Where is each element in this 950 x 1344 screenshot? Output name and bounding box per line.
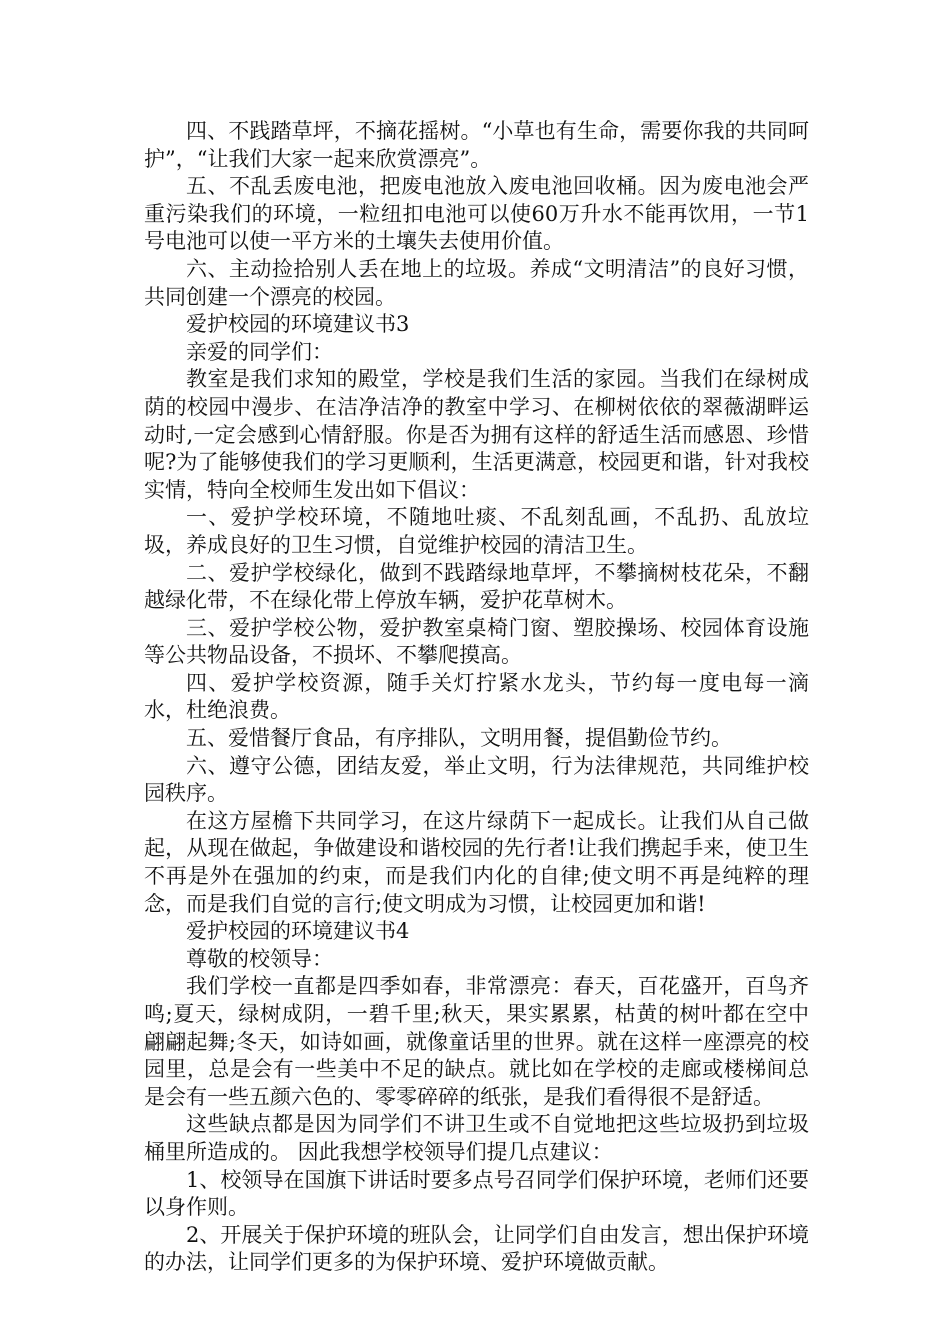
paragraph-intro-4: 我们学校一直都是四季如春，非常漂亮：春天，百花盛开，百鸟齐鸣;夏天，绿树成阴，一碧千里;秋天，果实累累，枯黄的树叶都在空中翩翩起舞;冬天，如诗如画，就像童话里的世界。就在这样一座漂亮的校园里，总是会有一些美中不足的缺点。就比如在学校的走廊或楼梯间总是会有一些五颜六色的、零零碎碎的纸张，是我们看得很不是舒适。	[144, 974, 809, 1109]
paragraph-tip-4-lawn: 四、不践踏草坪，不摘花摇树。“小草也有生命，需要你我的共同呵护”，“让我们大家一起来欣赏漂亮”。	[144, 119, 809, 171]
paragraph-item-3: 三、爱护学校公物，爱护教室桌椅门窗、塑胶操场、校园体育设施等公共物品设备，不损坏、不攀爬摸高。	[144, 615, 809, 668]
paragraph-item-4: 四、爱护学校资源，随手关灯拧紧水龙头，节约每一度电每一滴水，杜绝浪费。	[144, 670, 809, 723]
paragraph-intro-3: 教室是我们求知的殿堂，学校是我们生活的家园。当我们在绿树成荫的校园中漫步、在洁净洁净的教室中学习、在柳树依依的翠薇湖畔运动时,一定会感到心情舒服。你是否为拥有这样的舒适生活而感恩、珍惜呢?为了能够使我们的学习更顺利，生活更满意，校园更和谐，针对我校实情，特向全校师生发出如下倡议：	[144, 367, 809, 502]
paragraph-item-2: 二、爱护学校绿化，做到不践踏绿地草坪，不攀摘树枝花朵，不翻越绿化带，不在绿化带上停放车辆，爱护花草树木。	[144, 560, 809, 613]
paragraph-closing-3: 在这方屋檐下共同学习，在这片绿荫下一起成长。让我们从自己做起，从现在做起，争做建设和谐校园的先行者!让我们携起手来，使卫生不再是外在强加的约束，而是我们内化的自律;使文明不再是纯粹的理念，而是我们自觉的言行;使文明成为习惯，让校园更加和谐!	[144, 808, 809, 916]
paragraph-suggestion-1: 1、校领导在国旗下讲话时要多点号召同学们保护环境，老师们还要以身作则。	[144, 1167, 809, 1220]
salutation-3: 亲爱的同学们：	[186, 339, 333, 364]
salutation-4: 尊敬的校领导：	[186, 946, 333, 971]
section-title-3: 爱护校园的环境建议书3	[186, 312, 410, 337]
section-title-4: 爱护校园的环境建议书4	[186, 919, 410, 944]
paragraph-item-5: 五、爱惜餐厅食品，有序排队，文明用餐，提倡勤俭节约。	[186, 726, 732, 751]
paragraph-cause-4: 这些缺点都是因为同学们不讲卫生或不自觉地把这些垃圾扔到垃圾桶里所造成的。 因此我想学校领导们提几点建议：	[144, 1112, 809, 1164]
paragraph-tip-6-litter: 六、主动捡拾别人丢在地上的垃圾。养成“文明清洁”的良好习惯，共同创建一个漂亮的校园。	[144, 256, 809, 309]
paragraph-item-6: 六、遵守公德，团结友爱，举止文明，行为法律规范，共同维护校园秩序。	[144, 753, 809, 806]
document-body	[144, 118, 809, 1277]
paragraph-suggestion-2: 2、开展关于保护环境的班队会，让同学们自由发言，想出保护环境的办法，让同学们更多的为保护环境、爱护环境做贡献。	[144, 1222, 809, 1275]
paragraph-item-1: 一、爱护学校环境，不随地吐痰、不乱刻乱画，不乱扔、乱放垃圾，养成良好的卫生习惯，自觉维护校园的清洁卫生。	[144, 505, 809, 557]
paragraph-tip-5-batteries: 五、不乱丢废电池，把废电池放入废电池回收桶。因为废电池会严重污染我们的环境，一粒纽扣电池可以使60万升水不能再饮用，一节1号电池可以使一平方米的土壤失去使用价值。	[144, 174, 809, 254]
